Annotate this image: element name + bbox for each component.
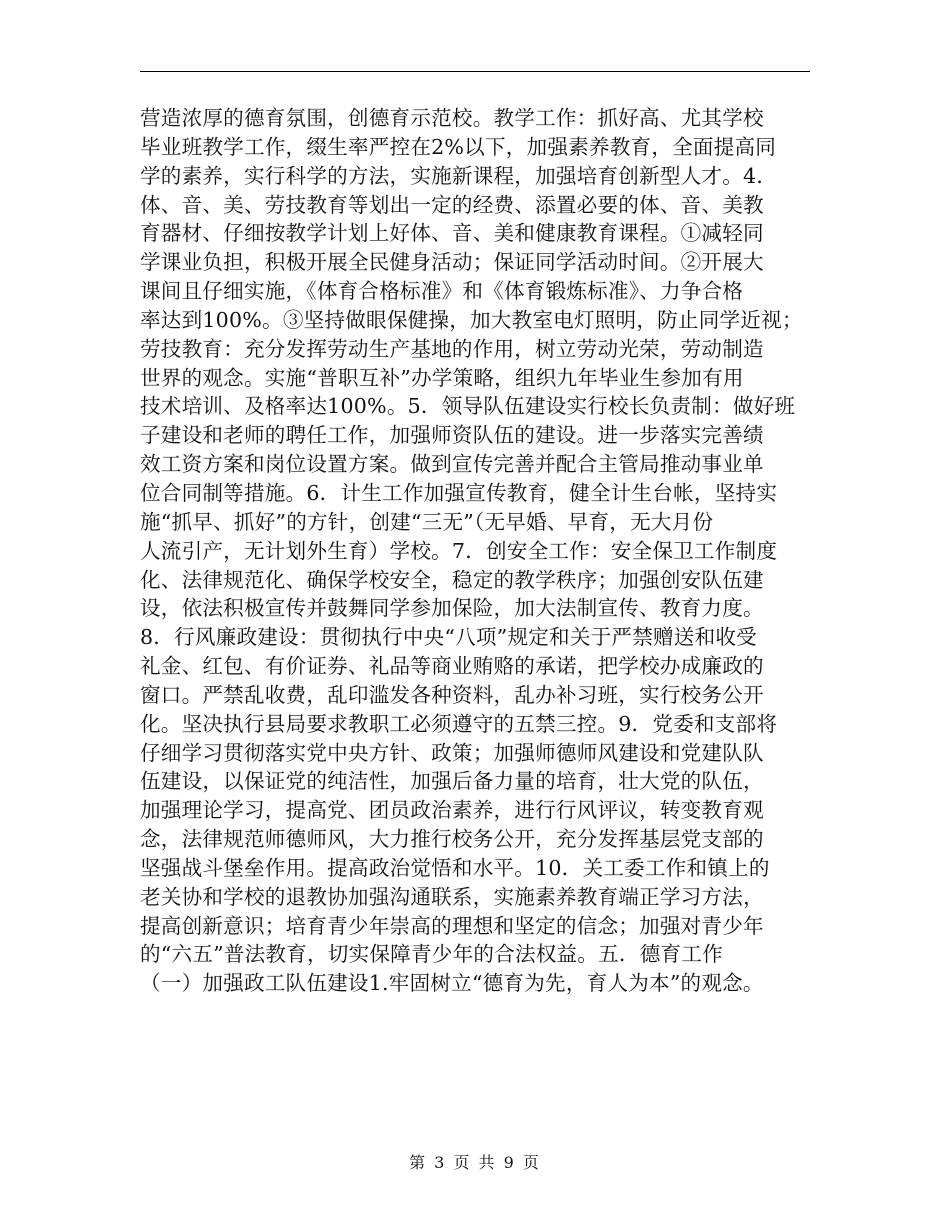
- text-line: 效工资方案和岗位设置方案。做到宣传完善并配合主管局推动事业单: [140, 452, 764, 477]
- text-line: 的“六五”普法教育，切实保障青少年的合法权益。五．德育工作: [140, 942, 723, 967]
- text-line: 化、法律规范化、确保学校安全，稳定的教学秩序；加强创安队伍建: [140, 567, 764, 592]
- text-line: 8．行风廉政建设：贯彻执行中央“八项”规定和关于严禁赠送和收受: [140, 625, 757, 650]
- text-line: 世界的观念。实施“普职互补”办学策略，组织九年毕业生参加有用: [140, 365, 744, 390]
- text-line: 技术培训、及格率达100%。5．领导队伍建设实行校长负责制：做好班: [140, 394, 796, 419]
- text-line: 学课业负担，积极开展全民健身活动；保证同学活动时间。②开展大: [140, 250, 764, 275]
- text-line: 营造浓厚的德育氛围，创德育示范校。教学工作：抓好高、尤其学校: [140, 106, 764, 130]
- header-rule: [140, 71, 810, 72]
- text-line: 施“抓早、抓好”的方针，创建“三无”（无早婚、早育，无大月份: [140, 509, 714, 534]
- text-line: 念，法律规范师德师风，大力推行校务公开，充分发挥基层党支部的: [140, 827, 764, 852]
- text-line: 育器材、仔细按教学计划上好体、音、美和健康教育课程。①减轻同: [140, 221, 764, 246]
- text-line: 加强理论学习，提高党、团员政治素养，进行行风评议，转变教育观: [140, 798, 764, 823]
- text-line: 率达到100%。③坚持做眼保健操，加大教室电灯照明，防止同学近视；: [140, 307, 803, 332]
- text-line: 化。坚决执行县局要求教职工必须遵守的五禁三控。9．党委和支部将: [140, 711, 778, 736]
- text-line: 体、音、美、劳技教育等划出一定的经费、添置必要的体、音、美教: [140, 192, 764, 217]
- text-line: 窗口。严禁乱收费，乱印滥发各种资料，乱办补习班，实行校务公开: [140, 682, 764, 707]
- text-line: 伍建设，以保证党的纯洁性，加强后备力量的培育，壮大党的队伍，: [140, 769, 764, 794]
- text-line: 礼金、红包、有价证券、礼品等商业贿赂的承诺，把学校办成廉政的: [140, 654, 764, 679]
- text-line: 提高创新意识；培育青少年崇高的理想和坚定的信念；加强对青少年: [140, 913, 764, 938]
- text-line: 课间且仔细实施，《体育合格标准》和《体育锻炼标准》、力争合格: [140, 279, 744, 304]
- text-line: 人流引产，无计划外生育）学校。7．创安全工作：安全保卫工作制度: [140, 538, 778, 563]
- text-line: 老关协和学校的退教协加强沟通联系，实施素养教育端正学习方法，: [140, 884, 764, 909]
- text-line: 学的素养，实行科学的方法，实施新课程，加强培育创新型人才。4．: [140, 163, 778, 188]
- text-line: 仔细学习贯彻落实党中央方针、政策；加强师德师风建设和党建队队: [140, 740, 764, 765]
- text-line: 子建设和老师的聘任工作，加强师资队伍的建设。进一步落实完善绩: [140, 423, 764, 448]
- page-number-footer: 第 3 页 共 9 页: [409, 1153, 541, 1172]
- text-line: （一）加强政工队伍建设1.牢固树立“德育为先，育人为本”的观念。: [140, 971, 764, 996]
- text-line: 劳技教育：充分发挥劳动生产基地的作用，树立劳动光荣，劳动制造: [140, 336, 764, 361]
- text-line: 毕业班教学工作，缀生率严控在2%以下，加强素养教育，全面提高同: [140, 134, 777, 159]
- text-line: 坚强战斗堡垒作用。提高政治觉悟和水平。10．关工委工作和镇上的: [140, 855, 770, 880]
- body-text: [140, 104, 840, 998]
- text-line: 设，依法积极宣传并鼓舞同学参加保险，加大法制宣传、教育力度。: [140, 596, 764, 621]
- text-line: 位合同制等措施。6．计生工作加强宣传教育，健全计生台帐，坚持实: [140, 480, 778, 505]
